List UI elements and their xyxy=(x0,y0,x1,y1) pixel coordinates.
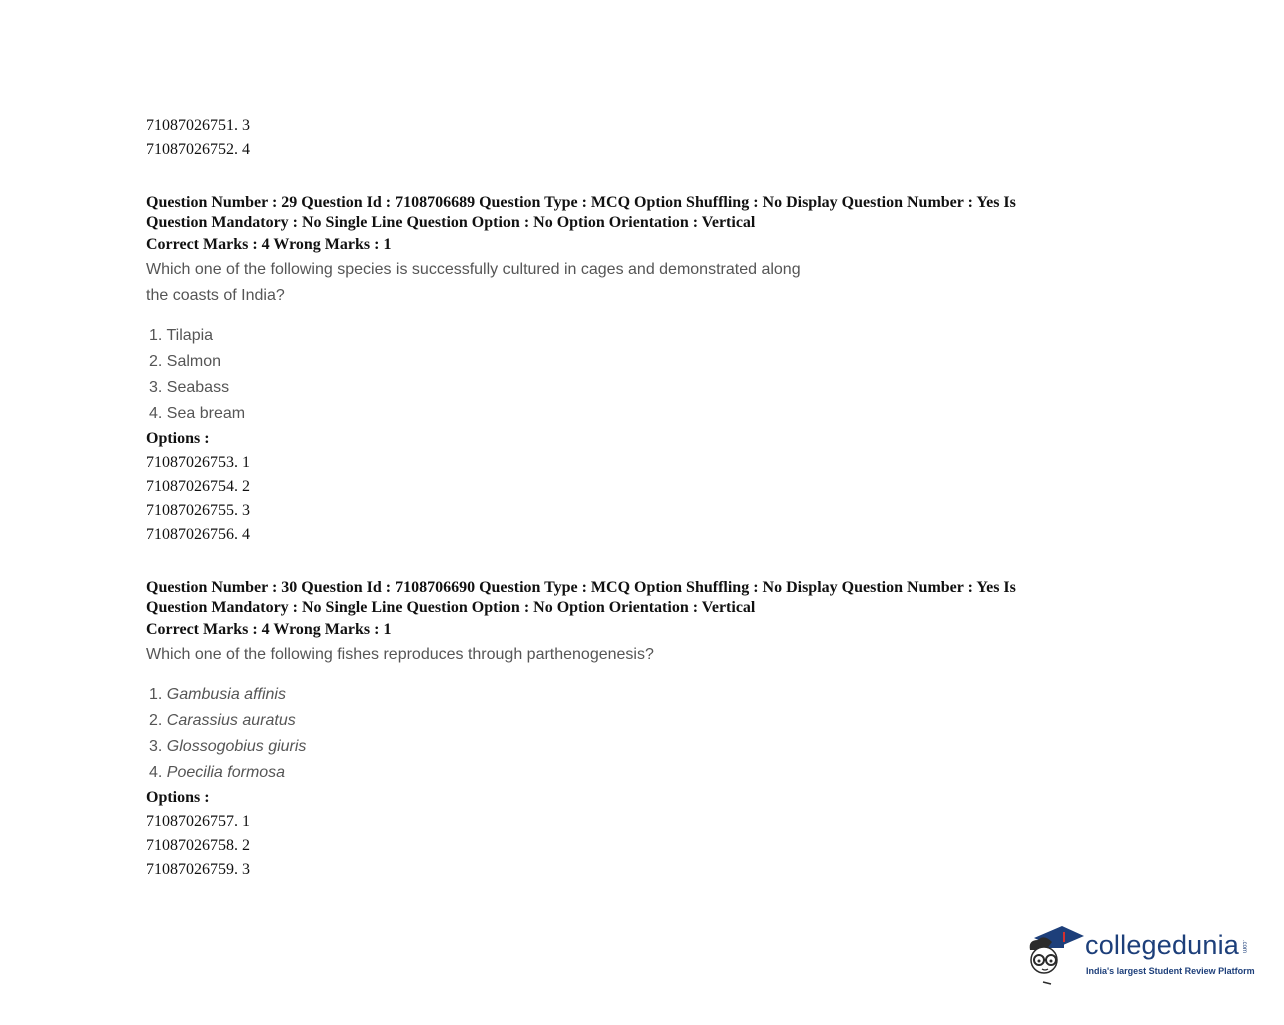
mascot-icon xyxy=(1024,920,1086,990)
choice-text: Sea bream xyxy=(166,405,246,422)
document-page xyxy=(146,114,1106,882)
option-line: 71087026752. 4 xyxy=(146,141,250,158)
choice-text: Salmon xyxy=(166,353,222,370)
choice-item xyxy=(149,401,1106,427)
question-meta-line: Question Mandatory : No Single Line Question Option : No Option Orientation : Vertical xyxy=(146,214,756,231)
choice-number: 2. xyxy=(149,712,163,729)
option-line: 71087026755. 3 xyxy=(146,502,250,519)
choice-number: 3. xyxy=(149,379,163,396)
choice-text: Tilapia xyxy=(166,327,214,344)
question-meta-line: Question Number : 29 Question Id : 7108706689 Question Type : MCQ Option Shuffling : No Display Question Number : Yes Is xyxy=(146,194,1016,211)
choice-number: 3. xyxy=(149,738,163,755)
question-block-29 xyxy=(146,193,1106,547)
option-line: 71087026756. 4 xyxy=(146,526,250,543)
option-line: 71087026751. 3 xyxy=(146,117,250,134)
collegedunia-logo xyxy=(1024,920,1264,990)
choice-list xyxy=(149,682,1106,786)
choice-number: 1. xyxy=(149,686,163,703)
choice-text: Gambusia affinis xyxy=(166,686,286,703)
marks-line: Correct Marks : 4 Wrong Marks : 1 xyxy=(146,236,392,253)
question-meta-line: Question Mandatory : No Single Line Question Option : No Option Orientation : Vertical xyxy=(146,599,756,616)
choice-text: Carassius auratus xyxy=(166,712,296,729)
choice-number: 2. xyxy=(149,353,163,370)
options-heading: Options : xyxy=(146,430,210,447)
choice-item xyxy=(149,349,1106,375)
choice-item xyxy=(149,682,1106,708)
option-line: 71087026759. 3 xyxy=(146,861,250,878)
question-stem: the coasts of India? xyxy=(146,287,285,304)
options-heading: Options : xyxy=(146,789,210,806)
question-block-30 xyxy=(146,578,1106,882)
option-line: 71087026758. 2 xyxy=(146,837,250,854)
logo-tagline: India's largest Student Review Platform xyxy=(1086,966,1255,976)
option-line: 71087026754. 2 xyxy=(146,478,250,495)
choice-text: Glossogobius giuris xyxy=(166,738,307,755)
question-meta-line: Question Number : 30 Question Id : 7108706690 Question Type : MCQ Option Shuffling : No Display Question Number : Yes Is xyxy=(146,579,1016,596)
question-stem: Which one of the following species is successfully cultured in cages and demonstrated along xyxy=(146,261,801,278)
option-line: 71087026753. 1 xyxy=(146,454,250,471)
logo-domain-suffix: .com xyxy=(1241,940,1247,954)
logo-wordmark: collegedunia xyxy=(1085,930,1240,960)
choice-text: Seabass xyxy=(166,379,230,396)
choice-number: 1. xyxy=(149,327,163,344)
choice-list xyxy=(149,323,1106,427)
choice-item xyxy=(149,708,1106,734)
choice-text: Poecilia formosa xyxy=(166,764,286,781)
choice-item xyxy=(149,323,1106,349)
choice-number: 4. xyxy=(149,764,163,781)
choice-number: 4. xyxy=(149,405,163,422)
marks-line: Correct Marks : 4 Wrong Marks : 1 xyxy=(146,621,392,638)
choice-item xyxy=(149,375,1106,401)
choice-item xyxy=(149,760,1106,786)
option-line: 71087026757. 1 xyxy=(146,813,250,830)
choice-item xyxy=(149,734,1106,760)
question-stem: Which one of the following fishes reproduces through parthenogenesis? xyxy=(146,646,654,663)
